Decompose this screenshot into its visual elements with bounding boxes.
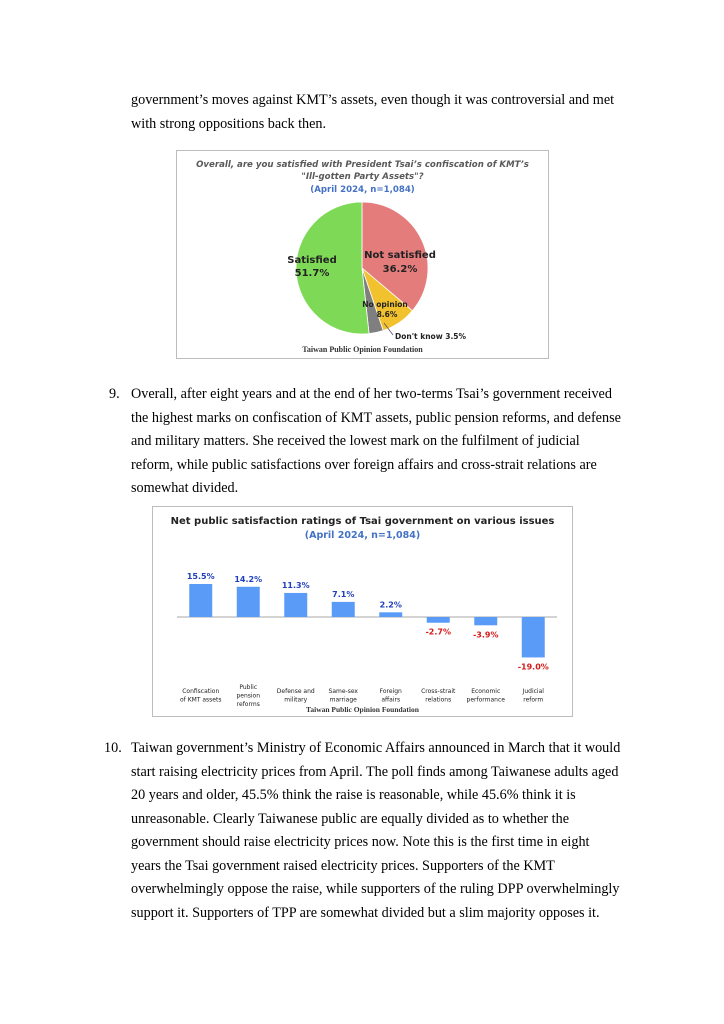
bar-7 (522, 617, 545, 657)
category-label-6-1: performance (466, 696, 505, 704)
bar-chart-title: Net public satisfaction ratings of Tsai government on various issues (170, 516, 555, 527)
bar-chart-source: Taiwan Public Opinion Foundation (306, 705, 419, 714)
bar-value-label-6: -3.9% (472, 630, 499, 640)
slice-value-dont-know: Don't know 3.5% (395, 332, 467, 341)
pie-chart (177, 151, 548, 341)
category-label-0-0: Confiscation (182, 688, 220, 695)
bar-5 (427, 617, 450, 623)
bar-4 (379, 612, 402, 617)
category-label-4-0: Foreign (379, 688, 402, 695)
bar-value-label-5: -2.7% (425, 627, 452, 637)
bar-3 (332, 602, 355, 617)
bar-chart (153, 507, 572, 707)
bar-value-label-0: 15.5% (186, 572, 215, 581)
category-label-2-0: Defense and (276, 688, 315, 695)
category-label-4-1: affairs (381, 696, 401, 704)
pie-chart-figure (176, 150, 549, 359)
slice-value-satisfied: 51.7% (294, 268, 330, 279)
category-label-0-1: of KMT assets (180, 696, 222, 704)
pie-chart-title-line2: "Ill-gotten Party Assets"? (301, 172, 424, 182)
bar-value-label-4: 2.2% (379, 600, 402, 610)
item-number-10: 10. (104, 740, 122, 756)
bar-value-label-3: 7.1% (332, 589, 355, 599)
bar-value-label-2: 11.3% (281, 580, 310, 590)
bar-1 (237, 587, 260, 617)
pie-chart-title-line1: Overall, are you satisfied with President Tsai’s confiscation of KMT’s (196, 160, 529, 170)
item-text-9: Overall, after eight years and at the end of her two-terms Tsai’s government received the highest marks on confiscation of KMT assets, public pension reforms, and defense and military matters. She received the lowest mark on the fulfilment of judicial reform, while public satisfactions over foreign affairs and cross-strait relations are somewhat divided. (131, 386, 621, 496)
slice-value-not-satisfied: 36.2% (382, 264, 418, 275)
category-label-5-1: relations (425, 696, 452, 704)
item-text-10: Taiwan government’s Ministry of Economic Affairs announced in March that it would start raising electricity prices from April. The poll finds among Taiwanese adults aged 20 years and older, 45.5% think the raise is reasonable, while 45.6% think it is unreasonable. Clearly Taiwanese public are equally divided as to whether the government should raise electricity prices now. Note this is the first time in eight years the Tsai government raised electricity prices. Supporters of the KMT overwhelmingly oppose the raise, while supporters of the ruling DPP overwhelmingly support it. Supporters of TPP are somewhat divided but a slim majority opposes it. (131, 740, 621, 921)
category-label-5-0: Cross-strait (421, 688, 456, 695)
bar-chart-subtitle: (April 2024, n=1,084) (304, 530, 421, 541)
intro-paragraph: government’s moves against KMT’s assets, even though it was controversial and met with strong oppositions back then. (131, 92, 615, 132)
category-label-7-0: Judicial (522, 688, 544, 695)
category-label-6-0: Economic (471, 688, 501, 695)
bar-6 (474, 617, 497, 625)
bar-value-label-7: -19.0% (517, 662, 549, 672)
category-label-3-1: marriage (329, 696, 357, 704)
bar-2 (284, 593, 307, 617)
category-label-1-1: pension (236, 692, 261, 700)
category-label-7-1: reform (523, 696, 544, 704)
pie-chart-subtitle: (April 2024, n=1,084) (310, 185, 415, 195)
item-number-9: 9. (109, 386, 120, 402)
category-label-1-0: Public (239, 684, 258, 691)
slice-value-no-opinion: 8.6% (376, 310, 398, 319)
pie-chart-source: Taiwan Public Opinion Foundation (302, 345, 423, 354)
slice-label-satisfied: Satisfied (287, 255, 337, 266)
category-label-2-1: military (284, 696, 308, 704)
slice-label-not-satisfied: Not satisfied (364, 250, 436, 261)
bar-chart-figure (152, 506, 573, 717)
bar-0 (189, 584, 212, 617)
slice-label-no-opinion: No opinion (362, 300, 408, 309)
bar-value-label-1: 14.2% (234, 574, 263, 584)
category-label-1-2: reforms (236, 701, 260, 707)
category-label-3-0: Same-sex (328, 688, 358, 695)
